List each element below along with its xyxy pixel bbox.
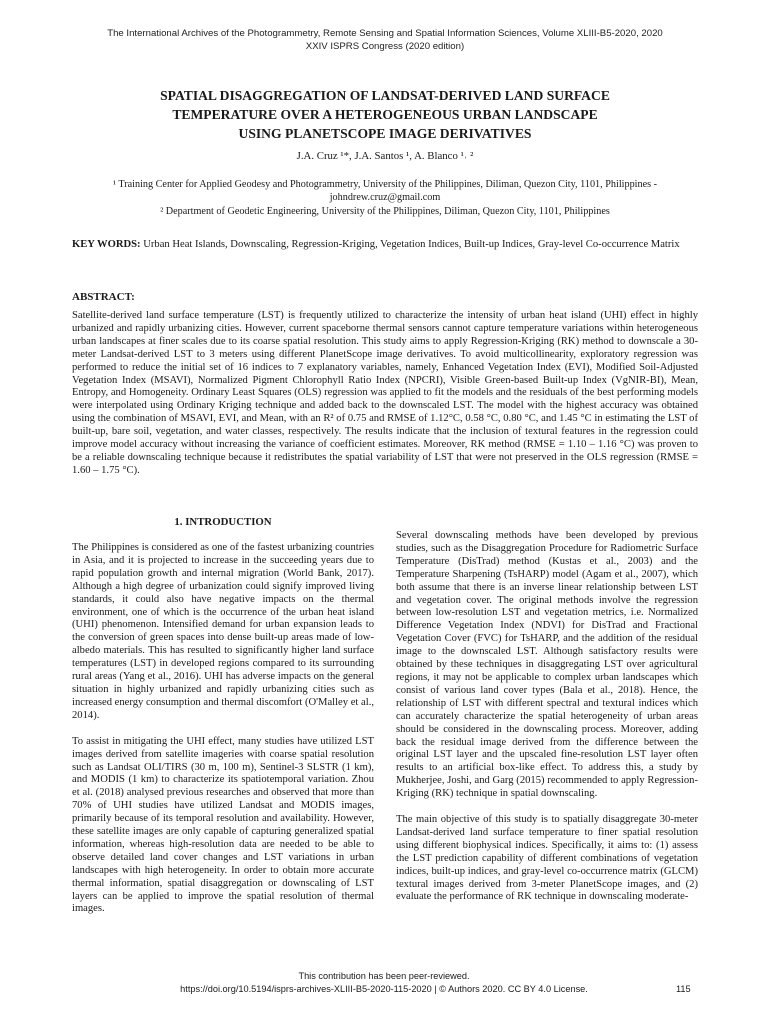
keywords bbox=[72, 238, 698, 252]
paper-title bbox=[70, 86, 700, 143]
journal-header-line1: The International Archives of the Photogrammetry, Remote Sensing and Spatial Information Sciences, Volume XLIII-B5-2020, 2020 bbox=[107, 28, 663, 39]
paper-title-line2: TEMPERATURE OVER A HETEROGENEOUS URBAN LANDSCAPE bbox=[172, 107, 598, 122]
left-column bbox=[72, 542, 374, 916]
paper-title-line3: USING PLANETSCOPE IMAGE DERIVATIVES bbox=[238, 126, 532, 141]
author-list: J.A. Cruz ¹*, J.A. Santos ¹, A. Blanco ¹˒ ² bbox=[296, 150, 474, 162]
doi-license-line: https://doi.org/10.5194/isprs-archives-XLIII-B5-2020-115-2020 | © Authors 2020. CC BY 4.0 License. bbox=[180, 984, 588, 994]
affiliations bbox=[64, 178, 706, 218]
abstract-heading: ABSTRACT: bbox=[72, 291, 135, 303]
peer-review-note: This contribution has been peer-reviewed. bbox=[298, 971, 470, 981]
journal-header bbox=[60, 27, 710, 53]
journal-header-line2: XXIV ISPRS Congress (2020 edition) bbox=[305, 41, 465, 52]
keywords-label: KEY WORDS: bbox=[72, 239, 141, 250]
abstract-text: Satellite-derived land surface temperature (LST) is frequently utilized to characterize the intensity of urban heat island (UHI) effect in highly urbanized and rapidly urbanizing cities. However, current spaceborne thermal sensors cannot capture temperature variations within heterogeneous urban landscapes at finer scales due to its coarse spatial resolution. This study aims to apply Regression-Kriging (RK) method to downscale a 30-meter Landsat-derived LST to 3 meters using different PlanetScope image derivatives. To avoid multicollinearity, exploratory regression was performed to reduce the initial set of 16 indices to 7 explanatory variables, namely, Enhanced Vegetation Index (EVI), Modified Soil-Adjusted Vegetation Index (MSAVI), Normalized Pigment Chlorophyll Ratio Index (NPCRI), Visible Green-based Built-up Index (VgNIR-BI), Mean, Entropy, and Homogeneity. Ordinary Least Squares (OLS) regression was applied to fit the models and the residuals of the best performing models were interpolated using Ordinary Kriging technique and added back to the downscaled LST. The model with the highest accuracy was obtained using the combination of MSAVI, EVI, and Mean, with an R² of 0.75 and RMSE of 1.12°C, 0.58 °C, 0.80 °C, and 1.45 °C in estimating the LST of built-up, bare soil, vegetation, and water classes, respectively. The results indicate that the inclusion of textural features in the regression could improve model accuracy without increasing the variance of coefficient estimates. Moreover, RK method (RMSE = 1.10 – 1.16 °C) was proven to be a reliable downscaling technique because it redistributes the spatial variability of LST that were not preserved in the OLS regression (RMSE = 1.60 – 1.75 °C). bbox=[72, 310, 698, 476]
intro-paragraph-4: The main objective of this study is to spatially disaggregate 30-meter Landsat-derived land surface temperature to finer spatial resolution using different biophysical indices. Specifically, it aims to: (1) assess the LST prediction capability of different combinations of vegetation indices, built-up indices, and gray-level co-occurrence matrix (GLCM) textural images derived from 3-meter PlanetScope images, and (2) evaluate the performance of RK technique in downscaling moderate- bbox=[396, 814, 698, 903]
intro-paragraph-3: Several downscaling methods have been developed by previous studies, such as the Disaggregation Procedure for Radiometric Surface Temperature (DisTrad) method (Kustas et al., 2003) and the Temperature Sharpening (TsHARP) model (Agam et al., 2007), which both assume that there is an inverse linear relationship between LST and vegetation cover. The original methods involve the regression between low-resolution LST and vegetation metrics, i.e. Normalized Difference Vegetation Index (NDVI) for DisTrad and Fractional Vegetation Cover (FVC) for TsHARP, and the addition of the residual image to the downscaled LST. Although satisfactory results were obtained by these techniques in disaggregating LST over agricultural regions, it may not be applicable to complex urban landscapes which consist of various land cover types (Bala et al., 2018). Hence, the relationship of LST with different spectral and textural indices which can accurately characterize the spatial heterogeneity of urban areas should be considered in the downscaling process. Moreover, adding back the residual image derived from the difference between the original LST layer and the upscaled fine-resolution LST layer often results to an artificial box-like effect. To address this, a study by Mukherjee, Joshi, and Garg (2015) recommended to apply Regression-Kriging (RK) technique in spatial downscaling. bbox=[396, 530, 698, 800]
paper-title-line1: SPATIAL DISAGGREGATION OF LANDSAT-DERIVED LAND SURFACE bbox=[160, 88, 610, 103]
right-column bbox=[396, 530, 698, 904]
intro-paragraph-2: To assist in mitigating the UHI effect, many studies have utilized LST images derived from satellite imageries with coarse spatial resolution such as Landsat OLI/TIRS (30 m, 100 m), Sentinel-3 SLSTR (1 km), and MODIS (1 km) to characterize its spatiotemporal variation. Zhou et al. (2018) analysed previous researches and observed that more than 70% of UHI studies have utilized Landsat and MODIS images, primarily because of its temporal resolution and availability. However, these satellite images are only capable of capturing generalized spatial information, whereas high-resolution data are needed to be able to observe detailed land cover changes and LST variations in urban landscapes with high heterogeneity. In order to obtain more accurate thermal information, spatial disaggregation or downscaling of LST layers can be applied to improve the spatial resolution of thermal images. bbox=[72, 735, 374, 915]
affiliation-2: ² Department of Geodetic Engineering, University of the Philippines, Diliman, Quezon City, 1101, Philippines bbox=[160, 205, 610, 217]
section-heading-introduction: 1. INTRODUCTION bbox=[174, 516, 272, 528]
affiliation-1: ¹ Training Center for Applied Geodesy and Photogrammetry, University of the Philippines, Diliman, Quezon City, 1101, Philippines - johndrew.cruz@gmail.com bbox=[112, 179, 658, 204]
keywords-text: Urban Heat Islands, Downscaling, Regression-Kriging, Vegetation Indices, Built-up Indices, Gray-level Co-occurrence Matrix bbox=[140, 239, 680, 250]
page-number: 115 bbox=[676, 984, 691, 994]
intro-paragraph-1: The Philippines is considered as one of the fastest urbanizing countries in Asia, and it is projected to increase in the succeeding years due to rapid population growth and internal migration (World Bank, 2017). Although a high degree of urbanization could signify improved living standards, it could also have negative impacts on the thermal environment, one of which is the occurrence of the urban heat island (UHI) phenomenon. Intensified demand for urban expansion leads to the conversion of green spaces into dense built-up areas made of low-albedo materials. This has resulted to significantly higher land surface temperatures (LST) in developed regions compared to its surrounding rural areas (Yang et al., 2016). UHI has adverse impacts on the general situation in highly urbanized and rapidly urbanizing cities such as increased energy consumption and thermal discomfort (O'Malley et al., 2014). bbox=[72, 542, 374, 721]
